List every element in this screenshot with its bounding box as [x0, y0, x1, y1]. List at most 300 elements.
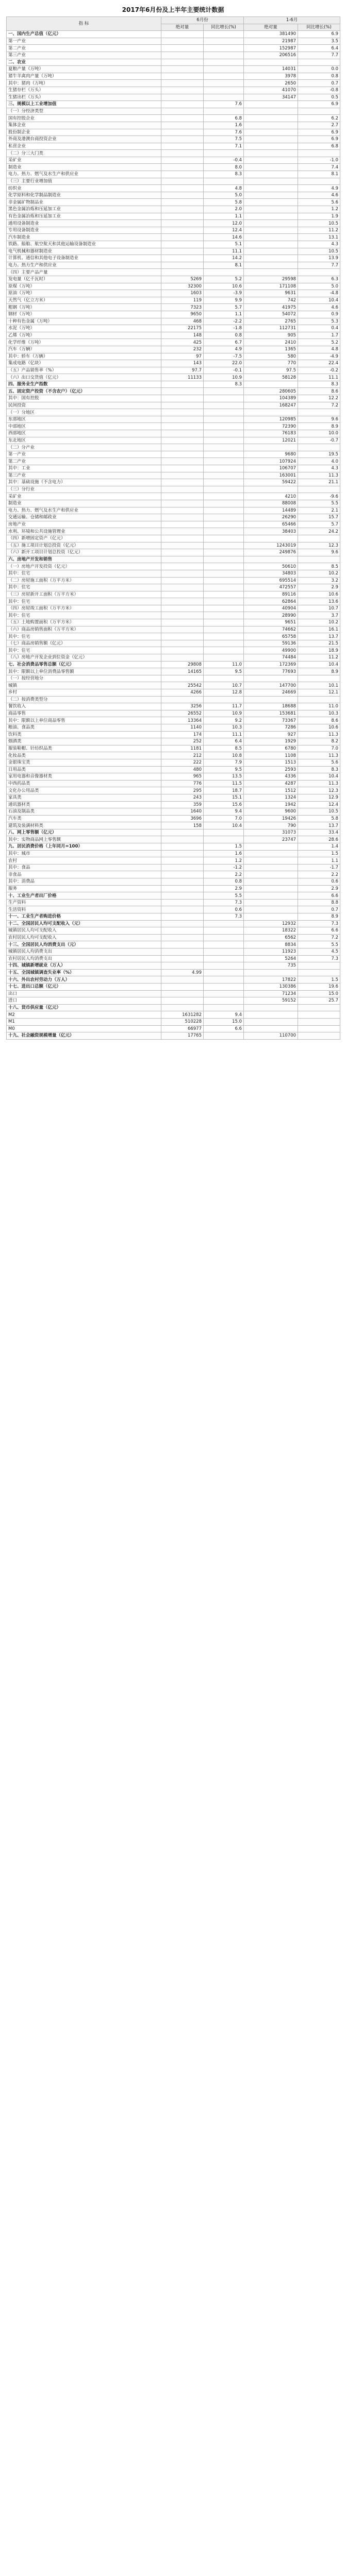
- row-month-growth-cell: 12.0: [204, 220, 244, 227]
- row-month-growth-cell: 5.0: [204, 192, 244, 199]
- row-ytd-growth-cell: 1.2: [298, 206, 340, 213]
- row-ytd-value-cell: 1512: [244, 787, 298, 794]
- row-indicator-cell: 餐饮收入: [7, 703, 161, 710]
- row-ytd-growth-cell: -1.0: [298, 157, 340, 164]
- row-month-value-cell: [161, 836, 204, 843]
- row-month-value-cell: [161, 45, 204, 52]
- row-ytd-value-cell: [244, 241, 298, 248]
- row-ytd-value-cell: 24669: [244, 689, 298, 697]
- row-indicator-cell: 天然气（亿立方米）: [7, 297, 161, 304]
- table-row: [7, 703, 340, 710]
- row-month-growth-cell: [204, 38, 244, 45]
- row-ytd-growth-cell: [298, 1025, 340, 1032]
- row-month-value-cell: 17765: [161, 1032, 204, 1040]
- row-month-value-cell: [161, 990, 204, 997]
- row-month-value-cell: [161, 234, 204, 241]
- row-month-growth-cell: [204, 395, 244, 402]
- row-month-growth-cell: 5.1: [204, 241, 244, 248]
- row-ytd-growth-cell: 15.7: [298, 514, 340, 521]
- table-row: [7, 584, 340, 591]
- row-indicator-cell: 汽车制造业: [7, 234, 161, 241]
- row-ytd-value-cell: [244, 409, 298, 416]
- row-ytd-value-cell: 59152: [244, 997, 298, 1005]
- row-indicator-cell: 出口: [7, 990, 161, 997]
- row-month-value-cell: [161, 598, 204, 605]
- row-ytd-growth-cell: 11.3: [298, 472, 340, 479]
- row-month-growth-cell: 10.6: [204, 283, 244, 290]
- row-ytd-value-cell: [244, 906, 298, 913]
- row-month-value-cell: 32300: [161, 283, 204, 290]
- row-ytd-value-cell: 1929: [244, 738, 298, 745]
- row-ytd-growth-cell: 2.9: [298, 885, 340, 892]
- row-month-value-cell: [161, 80, 204, 87]
- row-ytd-growth-cell: 12.4: [298, 801, 340, 808]
- row-month-growth-cell: 5.5: [204, 892, 244, 900]
- row-month-growth-cell: [204, 934, 244, 941]
- row-month-growth-cell: [204, 920, 244, 927]
- row-month-growth-cell: 1.1: [204, 311, 244, 318]
- row-ytd-growth-cell: 5.6: [298, 199, 340, 206]
- row-indicator-cell: 四、服务业生产指数: [7, 381, 161, 388]
- table-row: [7, 885, 340, 892]
- row-indicator-cell: 其中：猪肉（万吨）: [7, 80, 161, 87]
- table-row: [7, 577, 340, 584]
- row-indicator-cell: 城镇居民人均消费支出: [7, 948, 161, 955]
- table-row: [7, 269, 340, 276]
- row-ytd-growth-cell: -0.2: [298, 367, 340, 374]
- row-ytd-growth-cell: 21.1: [298, 479, 340, 486]
- row-ytd-growth-cell: 7.2: [298, 402, 340, 409]
- row-month-value-cell: [161, 136, 204, 143]
- row-month-growth-cell: -7.5: [204, 353, 244, 360]
- row-ytd-value-cell: [244, 150, 298, 157]
- row-month-growth-cell: 10.7: [204, 682, 244, 689]
- row-month-growth-cell: [204, 409, 244, 416]
- row-ytd-growth-cell: 5.7: [298, 521, 340, 528]
- row-indicator-cell: （二）按消费类型分: [7, 696, 161, 703]
- row-indicator-cell: 电力、热力生产和供应业: [7, 262, 161, 269]
- row-month-value-cell: [161, 507, 204, 514]
- row-indicator-cell: （六）出口交货值（亿元）: [7, 374, 161, 381]
- row-ytd-value-cell: 77693: [244, 668, 298, 675]
- table-row: [7, 738, 340, 745]
- row-month-value-cell: 359: [161, 801, 204, 808]
- row-month-growth-cell: 7.6: [204, 101, 244, 108]
- row-month-growth-cell: -1.8: [204, 325, 244, 332]
- row-indicator-cell: （五）施工项目计划总投资（亿元）: [7, 542, 161, 549]
- row-ytd-value-cell: [244, 248, 298, 255]
- row-month-value-cell: [161, 521, 204, 528]
- row-ytd-value-cell: 74662: [244, 626, 298, 633]
- row-ytd-growth-cell: [298, 556, 340, 563]
- row-month-growth-cell: [204, 45, 244, 52]
- table-row: [7, 780, 340, 787]
- row-month-growth-cell: 8.3: [204, 381, 244, 388]
- row-ytd-value-cell: [244, 220, 298, 227]
- row-indicator-cell: 股份制企业: [7, 129, 161, 136]
- row-ytd-value-cell: 905: [244, 332, 298, 339]
- row-ytd-value-cell: 12021: [244, 437, 298, 444]
- row-ytd-value-cell: 472557: [244, 584, 298, 591]
- row-ytd-growth-cell: 4.3: [298, 241, 340, 248]
- table-row: [7, 31, 340, 38]
- row-indicator-cell: （一）房地产开发投资（亿元）: [7, 563, 161, 570]
- row-month-value-cell: [161, 444, 204, 451]
- table-row: [7, 871, 340, 878]
- row-ytd-value-cell: 5264: [244, 955, 298, 962]
- row-ytd-value-cell: 107924: [244, 458, 298, 465]
- row-ytd-growth-cell: 8.6: [298, 717, 340, 724]
- row-month-value-cell: [161, 549, 204, 556]
- row-ytd-growth-cell: 4.5: [298, 948, 340, 955]
- row-month-growth-cell: 4.9: [204, 346, 244, 353]
- row-month-value-cell: [161, 913, 204, 921]
- row-ytd-growth-cell: 33.4: [298, 829, 340, 836]
- row-ytd-value-cell: 927: [244, 731, 298, 738]
- row-month-growth-cell: 15.0: [204, 1018, 244, 1025]
- row-ytd-growth-cell: 6.9: [298, 31, 340, 38]
- table-row: [7, 248, 340, 255]
- row-indicator-cell: 商品零售: [7, 710, 161, 717]
- row-ytd-growth-cell: 5.5: [298, 500, 340, 507]
- row-month-value-cell: [161, 115, 204, 122]
- row-month-growth-cell: 11.5: [204, 780, 244, 787]
- table-row: [7, 997, 340, 1005]
- table-row: [7, 962, 340, 970]
- row-ytd-value-cell: [244, 486, 298, 493]
- row-indicator-cell: （七）商品房销售额（亿元）: [7, 640, 161, 647]
- header-month-growth: 同比增长(%): [204, 24, 244, 31]
- table-row: [7, 94, 340, 101]
- table-row: [7, 472, 340, 479]
- row-ytd-growth-cell: 6.9: [298, 101, 340, 108]
- table-row: [7, 192, 340, 199]
- row-ytd-growth-cell: 11.2: [298, 227, 340, 234]
- table-row: [7, 108, 340, 115]
- table-row: [7, 549, 340, 556]
- row-month-value-cell: [161, 570, 204, 577]
- row-month-value-cell: 97.7: [161, 367, 204, 374]
- row-ytd-growth-cell: 10.5: [298, 808, 340, 816]
- table-row: [7, 87, 340, 94]
- row-ytd-growth-cell: 10.4: [298, 297, 340, 304]
- row-indicator-cell: （三）主要行业增加值: [7, 178, 161, 185]
- row-month-value-cell: 14165: [161, 668, 204, 675]
- row-indicator-cell: 家用电器和音像器材类: [7, 773, 161, 781]
- row-month-value-cell: [161, 997, 204, 1005]
- row-ytd-value-cell: 72390: [244, 423, 298, 430]
- row-month-growth-cell: [204, 941, 244, 948]
- table-row: [7, 822, 340, 829]
- table-row: [7, 731, 340, 738]
- row-indicator-cell: （一）分地区: [7, 409, 161, 416]
- row-month-value-cell: 468: [161, 318, 204, 325]
- row-ytd-growth-cell: [298, 1032, 340, 1040]
- row-month-value-cell: [161, 675, 204, 682]
- row-indicator-cell: 其中：食品: [7, 864, 161, 871]
- row-indicator-cell: 第一产业: [7, 451, 161, 458]
- row-indicator-cell: 中西药品类: [7, 780, 161, 787]
- table-row: [7, 829, 340, 836]
- row-ytd-growth-cell: -1.7: [298, 864, 340, 871]
- row-month-growth-cell: 7.3: [204, 899, 244, 906]
- row-indicator-cell: 第三产业: [7, 52, 161, 59]
- row-month-growth-cell: 6.6: [204, 1025, 244, 1032]
- row-ytd-growth-cell: 8.5: [298, 563, 340, 570]
- table-row: [7, 850, 340, 857]
- row-ytd-growth-cell: 13.7: [298, 822, 340, 829]
- row-indicator-cell: 其中：国有控股: [7, 395, 161, 402]
- row-ytd-growth-cell: 6.9: [298, 136, 340, 143]
- table-row: [7, 969, 340, 976]
- table-row: [7, 101, 340, 108]
- row-indicator-cell: 其中：限额以上单位消费品零售额: [7, 668, 161, 675]
- row-month-value-cell: 1603: [161, 290, 204, 297]
- row-indicator-cell: 外商及港澳台商投资企业: [7, 136, 161, 143]
- row-month-growth-cell: [204, 605, 244, 612]
- row-ytd-growth-cell: 0.5: [298, 94, 340, 101]
- table-row: [7, 122, 340, 129]
- table-row: [7, 906, 340, 913]
- row-ytd-value-cell: [244, 136, 298, 143]
- row-indicator-cell: （四）主要产品产量: [7, 269, 161, 276]
- row-month-growth-cell: 0.8: [204, 332, 244, 339]
- row-ytd-growth-cell: 4.6: [298, 192, 340, 199]
- row-ytd-value-cell: [244, 871, 298, 878]
- row-month-value-cell: 9650: [161, 311, 204, 318]
- row-ytd-growth-cell: 7.0: [298, 745, 340, 752]
- table-row: [7, 80, 340, 87]
- table-row: [7, 647, 340, 654]
- row-month-growth-cell: [204, 570, 244, 577]
- row-ytd-value-cell: 4210: [244, 493, 298, 500]
- row-indicator-cell: 十六、外出农村劳动力（万人）: [7, 976, 161, 984]
- row-month-growth-cell: 8.5: [204, 745, 244, 752]
- row-ytd-growth-cell: 1.1: [298, 857, 340, 865]
- row-month-value-cell: [161, 94, 204, 101]
- row-ytd-growth-cell: [298, 675, 340, 682]
- row-month-value-cell: [161, 59, 204, 66]
- table-row: [7, 941, 340, 948]
- row-ytd-growth-cell: 8.8: [298, 899, 340, 906]
- table-row: [7, 1004, 340, 1011]
- row-month-value-cell: 1631282: [161, 1011, 204, 1019]
- row-ytd-growth-cell: 5.8: [298, 815, 340, 822]
- row-indicator-cell: 建筑及装潢材料类: [7, 822, 161, 829]
- row-ytd-growth-cell: 8.9: [298, 668, 340, 675]
- row-ytd-value-cell: 104389: [244, 395, 298, 402]
- row-ytd-growth-cell: 10.5: [298, 248, 340, 255]
- row-ytd-value-cell: 163001: [244, 472, 298, 479]
- row-month-growth-cell: [204, 521, 244, 528]
- row-month-growth-cell: [204, 640, 244, 647]
- table-row: [7, 696, 340, 703]
- row-month-value-cell: [161, 626, 204, 633]
- table-row: [7, 185, 340, 192]
- row-ytd-growth-cell: 11.0: [298, 703, 340, 710]
- row-month-value-cell: 26552: [161, 710, 204, 717]
- row-month-value-cell: [161, 192, 204, 199]
- row-indicator-cell: 计算机、通信和其他电子设备制造业: [7, 255, 161, 262]
- table-row: [7, 143, 340, 150]
- table-row: [7, 528, 340, 535]
- row-ytd-growth-cell: 9.6: [298, 416, 340, 423]
- table-row: [7, 605, 340, 612]
- row-month-value-cell: 7323: [161, 304, 204, 311]
- row-ytd-value-cell: [244, 857, 298, 865]
- row-indicator-cell: （五）土地购置面积（万平方米）: [7, 619, 161, 626]
- row-month-growth-cell: [204, 1032, 244, 1040]
- row-ytd-value-cell: 88008: [244, 500, 298, 507]
- row-indicator-cell: 其中：实物商品网上零售额: [7, 836, 161, 843]
- row-indicator-cell: （二）房屋施工面积（万平方米）: [7, 577, 161, 584]
- table-row: [7, 563, 340, 570]
- row-indicator-cell: 采矿业: [7, 493, 161, 500]
- row-ytd-value-cell: [244, 899, 298, 906]
- row-ytd-growth-cell: 10.2: [298, 619, 340, 626]
- row-ytd-value-cell: [244, 108, 298, 115]
- row-month-growth-cell: 7.1: [204, 143, 244, 150]
- row-ytd-growth-cell: 19.5: [298, 451, 340, 458]
- row-ytd-value-cell: 2593: [244, 766, 298, 773]
- table-row: [7, 73, 340, 80]
- row-month-value-cell: 66977: [161, 1025, 204, 1032]
- row-indicator-cell: 其中：住宅: [7, 633, 161, 640]
- row-month-value-cell: [161, 871, 204, 878]
- row-month-value-cell: [161, 206, 204, 213]
- row-month-value-cell: 252: [161, 738, 204, 745]
- page-title: 2017年6月份及上半年主要统计数据: [122, 6, 224, 13]
- header-ytd-value: 绝对量: [244, 24, 298, 31]
- row-ytd-growth-cell: 0.7: [298, 906, 340, 913]
- row-indicator-cell: 二、农业: [7, 59, 161, 66]
- table-row: [7, 430, 340, 437]
- row-month-growth-cell: 8.3: [204, 171, 244, 178]
- row-month-growth-cell: 11.7: [204, 703, 244, 710]
- row-ytd-growth-cell: 13.7: [298, 633, 340, 640]
- row-ytd-value-cell: 19426: [244, 815, 298, 822]
- row-ytd-growth-cell: 10.4: [298, 661, 340, 668]
- row-indicator-cell: 十五、全国城镇调查失业率（%）: [7, 969, 161, 976]
- row-ytd-value-cell: [244, 381, 298, 388]
- row-indicator-cell: 十三、全国居民人均消费支出（元）: [7, 941, 161, 948]
- row-ytd-growth-cell: 5.3: [298, 318, 340, 325]
- row-ytd-growth-cell: 12.9: [298, 794, 340, 801]
- table-row: [7, 38, 340, 45]
- table-row: [7, 724, 340, 731]
- row-ytd-value-cell: [244, 444, 298, 451]
- table-row: [7, 535, 340, 542]
- row-month-growth-cell: 9.2: [204, 717, 244, 724]
- row-month-value-cell: [161, 857, 204, 865]
- row-month-growth-cell: -1.2: [204, 864, 244, 871]
- row-ytd-value-cell: [244, 885, 298, 892]
- table-row: [7, 493, 340, 500]
- row-month-value-cell: 222: [161, 759, 204, 766]
- row-indicator-cell: 钢材（万吨）: [7, 311, 161, 318]
- row-ytd-value-cell: [244, 696, 298, 703]
- row-month-growth-cell: -3.9: [204, 290, 244, 297]
- row-ytd-value-cell: 3978: [244, 73, 298, 80]
- row-ytd-value-cell: 21987: [244, 38, 298, 45]
- row-ytd-growth-cell: [298, 269, 340, 276]
- table-row: [7, 689, 340, 697]
- row-indicator-cell: 其中：住宅: [7, 570, 161, 577]
- row-indicator-cell: 非食品: [7, 871, 161, 878]
- header-row-group: [7, 17, 340, 24]
- row-ytd-value-cell: [244, 892, 298, 900]
- row-month-value-cell: 243: [161, 794, 204, 801]
- row-ytd-value-cell: [244, 234, 298, 241]
- row-indicator-cell: 九、居民消费价格（上年同月=100）: [7, 843, 161, 851]
- row-indicator-cell: 猪牛羊禽肉产量（万吨）: [7, 73, 161, 80]
- table-row: [7, 52, 340, 59]
- row-ytd-growth-cell: 6.4: [298, 45, 340, 52]
- row-indicator-cell: 制造业: [7, 500, 161, 507]
- row-month-growth-cell: [204, 948, 244, 955]
- table-row: [7, 843, 340, 851]
- row-ytd-value-cell: [244, 171, 298, 178]
- row-indicator-cell: 原油（万吨）: [7, 290, 161, 297]
- row-month-value-cell: 295: [161, 787, 204, 794]
- row-month-value-cell: 3256: [161, 703, 204, 710]
- table-row: [7, 654, 340, 662]
- table-row: [7, 1032, 340, 1040]
- row-indicator-cell: （四）房屋竣工面积（万平方米）: [7, 605, 161, 612]
- row-month-growth-cell: [204, 696, 244, 703]
- table-row: [7, 374, 340, 381]
- row-indicator-cell: （六）新开工项目计划总投资（亿元）: [7, 549, 161, 556]
- table-row: [7, 164, 340, 171]
- row-month-value-cell: [161, 654, 204, 662]
- row-month-growth-cell: [204, 535, 244, 542]
- table-row: [7, 199, 340, 206]
- row-ytd-value-cell: [244, 101, 298, 108]
- row-ytd-value-cell: 11923: [244, 948, 298, 955]
- row-month-value-cell: 97: [161, 353, 204, 360]
- row-ytd-value-cell: [244, 143, 298, 150]
- row-month-growth-cell: [204, 549, 244, 556]
- table-row: [7, 360, 340, 367]
- row-ytd-value-cell: [244, 157, 298, 164]
- row-ytd-growth-cell: 0.8: [298, 73, 340, 80]
- row-ytd-value-cell: [244, 843, 298, 851]
- row-ytd-value-cell: 73367: [244, 717, 298, 724]
- row-month-growth-cell: [204, 976, 244, 984]
- row-ytd-growth-cell: 10.7: [298, 605, 340, 612]
- table-row: [7, 787, 340, 794]
- row-ytd-growth-cell: 6.9: [298, 129, 340, 136]
- table-row: [7, 836, 340, 843]
- row-month-growth-cell: 10.9: [204, 374, 244, 381]
- row-ytd-growth-cell: 11.2: [298, 654, 340, 662]
- row-month-value-cell: [161, 479, 204, 486]
- table-row: [7, 409, 340, 416]
- table-row: [7, 752, 340, 759]
- row-ytd-growth-cell: 4.9: [298, 185, 340, 192]
- row-ytd-growth-cell: 1.4: [298, 843, 340, 851]
- row-month-value-cell: [161, 486, 204, 493]
- row-ytd-growth-cell: -4.9: [298, 353, 340, 360]
- row-month-value-cell: [161, 472, 204, 479]
- row-month-value-cell: [161, 101, 204, 108]
- row-month-value-cell: [161, 920, 204, 927]
- row-month-value-cell: [161, 514, 204, 521]
- row-month-growth-cell: 1.6: [204, 122, 244, 129]
- row-ytd-growth-cell: 28.6: [298, 836, 340, 843]
- row-ytd-growth-cell: 10.1: [298, 682, 340, 689]
- table-row: [7, 388, 340, 395]
